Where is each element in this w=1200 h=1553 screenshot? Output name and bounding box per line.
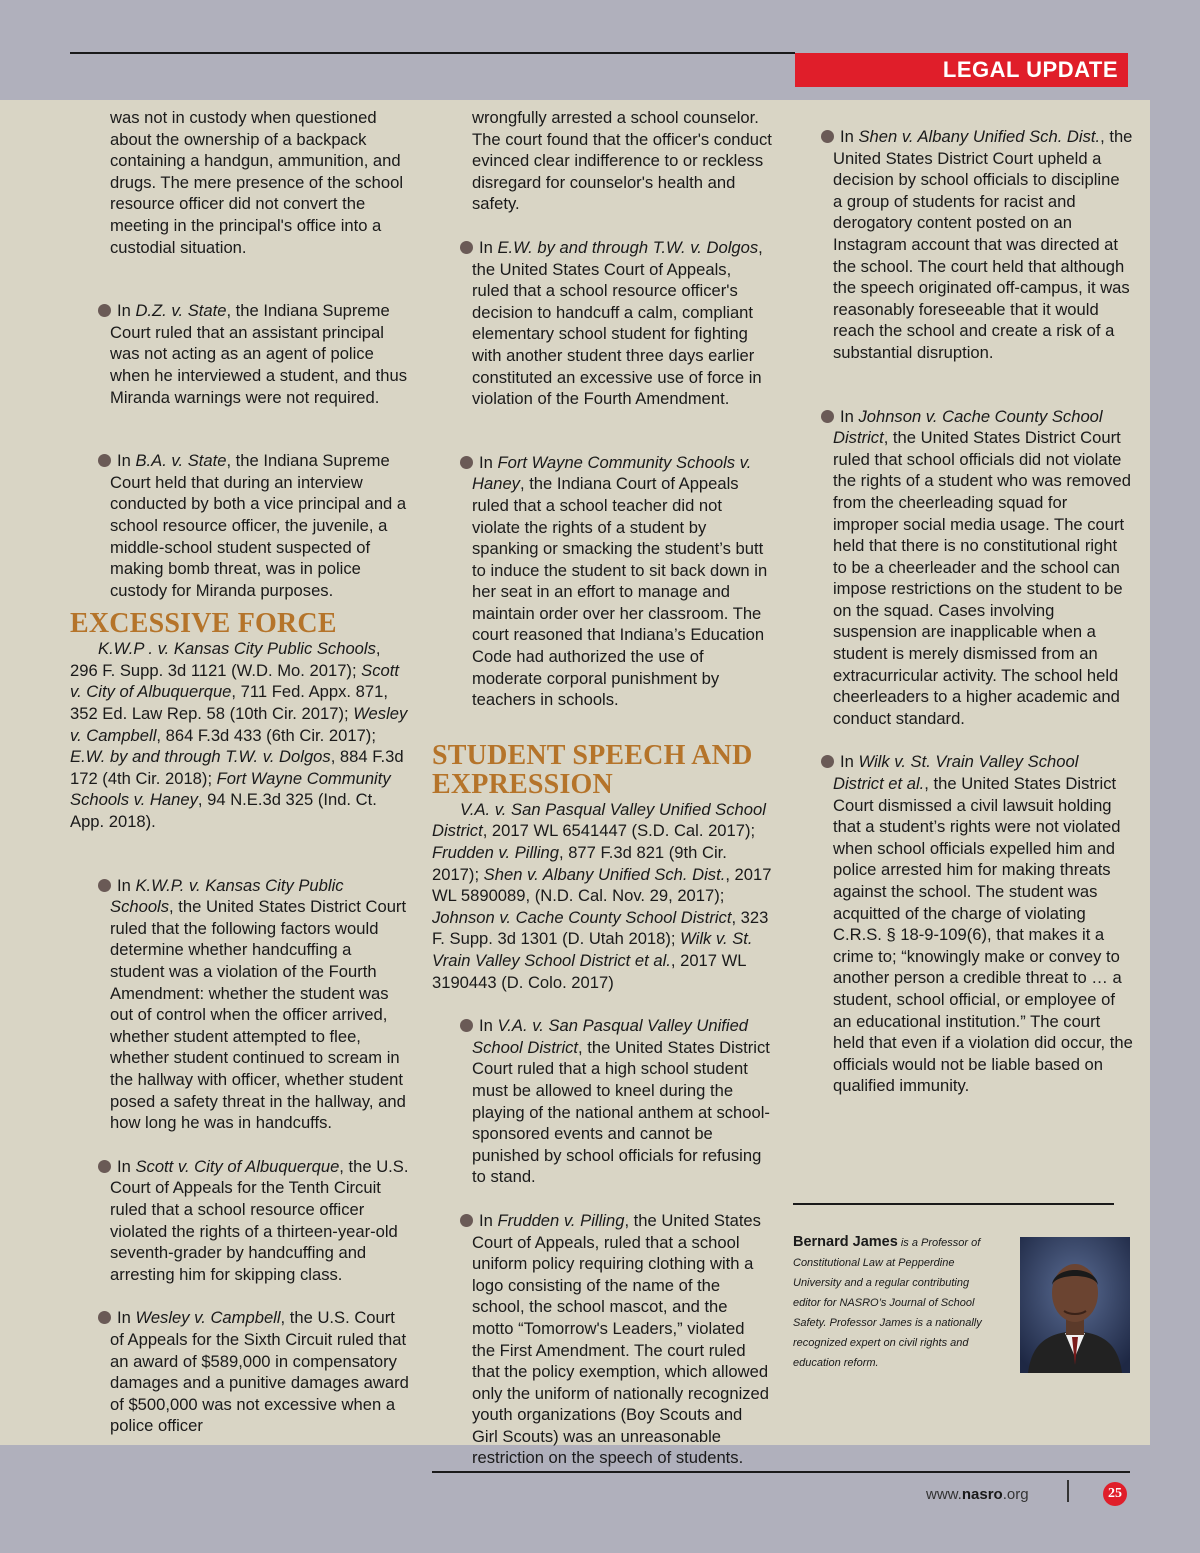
citations: K.W.P . v. Kansas City Public Schools, 296 F. Supp. 3d 1121 (W.D. Mo. 2017); Scott v. City of Albuquerque, 711 Fed. Appx. 871, 352 Ed. Law Rep. 58 (10th Cir. 2017); Wesley v. Campbell, 864 F.3d 433 (6th Cir. 2017); E.W. by and through T.W. v. Dolgos, 884 F.3d 172 (4th Cir. 2018); Fort Wayne Community Schools v. Haney, 94 N.E.3d 325 (Ind. Ct. App. 2018). bbox=[70, 639, 408, 832]
author-photo bbox=[1020, 1237, 1130, 1373]
list-item: In E.W. by and through T.W. v. Dolgos, the United States Court of Appeals, ruled that a school resource officer's decision to handcuff a calm, compliant elementary school student for fighting with another student three days earlier constituted an excessive use of force in violation of the Fourth Amendment. bbox=[432, 237, 772, 410]
section-heading: EXCESSIVE FORCE bbox=[70, 608, 337, 640]
bullet-icon bbox=[821, 410, 834, 423]
bullet-icon bbox=[460, 1019, 473, 1032]
column-1 bbox=[70, 107, 410, 1437]
author-name: Bernard James bbox=[793, 1234, 898, 1250]
column-3 bbox=[793, 126, 1133, 1097]
case-name: Scott v. City of Albuquerque bbox=[135, 1156, 340, 1176]
list-item: In Fort Wayne Community Schools v. Haney, the Indiana Court of Appeals ruled that a school teacher did not violate the rights of a student by spanking or smacking the student’s butt to induce the student to sit back down in her seat in an effort to manage and maintain order over her classroom. The court reasoned that Indiana’s Education Code had authorized the use of moderate corporal punishment by teachers in schools. bbox=[432, 452, 772, 711]
case-name: Wilk v. St. Vrain Valley School District et al. bbox=[833, 752, 1079, 794]
bullet-icon bbox=[98, 879, 111, 892]
case-name: Johnson v. Cache County School District bbox=[833, 406, 1103, 448]
top-rule bbox=[70, 52, 795, 54]
footer-url[interactable]: www.nasro.org bbox=[926, 1486, 1029, 1503]
bullet-icon bbox=[460, 1214, 473, 1227]
section-heading: STUDENT SPEECH AND EXPRESSION bbox=[432, 739, 753, 800]
bullet-icon bbox=[460, 241, 473, 254]
list-item: In Wesley v. Campbell, the U.S. Court of Appeals for the Sixth Circuit ruled that an award of $589,000 in compensatory damages and a punitive damages award of $500,000 was not excessive when a police officer bbox=[70, 1307, 410, 1437]
paragraph: was not in custody when questioned about the ownership of a backpack containing a handgun, ammunition, and drugs. The mere presence of the school resource officer did not convert the meeting in the principal's office into a custodial situation. bbox=[110, 108, 404, 257]
list-item: In Frudden v. Pilling, the United States Court of Appeals, ruled that a school uniform policy requiring clothing with a logo consisting of the name of the school, the school mascot, and the motto “Tomorrow's Leaders,” violated the First Amendment. The court ruled that the policy exemption, which allowed only the uniform of nationally recognized youth organizations (Boy Scouts and Girl Scouts) was an unreasonable restriction on the speech of students. bbox=[432, 1210, 772, 1469]
footer-rule bbox=[432, 1471, 1130, 1473]
author-bio: Bernard James is a Professor of Constitutional Law at Pepperdine University and a regular contributing editor for NASRO’s Journal of School Safety. Professor James is a nationally recognized expert on civil rights and education reform. bbox=[793, 1234, 982, 1369]
list-item: In B.A. v. State, the Indiana Supreme Court held that during an interview conducted by both a vice principal and a school resource officer, the juvenile, a middle-school student suspected of making bomb threat, was in police custody for Miranda purposes. bbox=[70, 450, 410, 601]
list-item: In V.A. v. San Pasqual Valley Unified School District, the United States District Court ruled that a high school student must be allowed to kneel during the playing of the national anthem at school-sponsored events and cannot be punished by school officials for refusing to stand. bbox=[432, 1015, 772, 1188]
portrait-image bbox=[1020, 1237, 1130, 1373]
list-item: In Wilk v. St. Vrain Valley School District et al., the United States District Court dismissed a civil lawsuit holding that a student’s rights were not violated when school officials expelled him and police arrested him for making threats against the school. The student was acquitted of the charge of violating C.R.S. § 18-9-109(6), that makes it a crime to; “knowingly make or convey to another person a credible threat to … a student, school official, or employee of an educational institution.” The court held that even if a violation did occur, the officials would not be liable based on qualified immunity. bbox=[793, 751, 1133, 1097]
column-2 bbox=[432, 107, 772, 1469]
bullet-icon bbox=[98, 1160, 111, 1173]
case-name: B.A. v. State bbox=[135, 451, 227, 471]
bullet-icon bbox=[98, 1311, 111, 1324]
list-item: In Scott v. City of Albuquerque, the U.S. Court of Appeals for the Tenth Circuit ruled that a school resource officer violated the rights of a thirteen-year-old seventh-grader by handcuffing and arresting him for skipping class. bbox=[70, 1156, 410, 1286]
list-item: In K.W.P. v. Kansas City Public Schools, the United States District Court ruled that the following factors would determine whether handcuffing a student was a violation of the Fourth Amendment: whether the student was out of control when the officer arrived, whether student attempted to flee, whether student continued to scream in the hallway with officer, whether student posed a safety threat in the hallway, and how long he was in handcuffs. bbox=[70, 875, 410, 1134]
case-name: Shen v. Albany Unified Sch. Dist. bbox=[858, 127, 1101, 146]
case-name: Frudden v. Pilling bbox=[497, 1210, 625, 1230]
case-name: V.A. v. San Pasqual Valley Unified School District bbox=[472, 1016, 749, 1057]
case-name: Fort Wayne Community Schools v. Haney bbox=[472, 452, 752, 494]
case-name: E.W. by and through T.W. v. Dolgos bbox=[497, 237, 759, 257]
case-name: D.Z. v. State bbox=[135, 301, 227, 321]
paragraph: wrongfully arrested a school counselor. The court found that the officer's conduct evinced clear indifference to or reckless disregard for counselor's health and safety. bbox=[472, 108, 772, 214]
citations: V.A. v. San Pasqual Valley Unified School District, 2017 WL 6541447 (S.D. Cal. 2017); Frudden v. Pilling, 877 F.3d 821 (9th Cir. 2017); Shen v. Albany Unified Sch. Dist., 2017 WL 5890089, (N.D. Cal. Nov. 29, 2017); Johnson v. Cache County School District, 323 F. Supp. 3d 1301 (D. Utah 2018); Wilk v. St. Vrain Valley School District et al., 2017 WL 3190443 (D. Colo. 2017) bbox=[432, 799, 772, 992]
case-name: Wesley v. Campbell bbox=[135, 1308, 281, 1328]
bullet-icon bbox=[98, 304, 111, 317]
bullet-icon bbox=[98, 454, 111, 467]
list-item: In D.Z. v. State, the Indiana Supreme Court ruled that an assistant principal was not acting as an agent of police when he interviewed a student, and thus Miranda warnings were not required. bbox=[70, 300, 410, 408]
list-item: In Johnson v. Cache County School District, the United States District Court ruled that school officials did not violate the rights of a student who was removed from the cheerleading squad for improper social media usage. The court held that there is no constitutional right to be a cheerleader and the school can impose restrictions on the student to be on the squad. Cases involving suspension are inapplicable when a student is merely dismissed from an extracurricular activity. The school held cheerleaders to a higher academic and conduct standard. bbox=[793, 406, 1133, 730]
bio-rule bbox=[793, 1203, 1114, 1205]
bullet-icon bbox=[821, 755, 834, 768]
footer-divider bbox=[1067, 1480, 1069, 1502]
bullet-icon bbox=[821, 130, 834, 143]
bullet-icon bbox=[460, 456, 473, 469]
page-number: 25 bbox=[1103, 1482, 1127, 1506]
section-banner: LEGAL UPDATE bbox=[795, 53, 1128, 87]
case-name: K.W.P. v. Kansas City Public Schools bbox=[110, 875, 344, 917]
list-item: In Shen v. Albany Unified Sch. Dist., the United States District Court upheld a decision by school officials to discipline a group of students for racist and derogatory content posted on an Instagram account that was directed at the school. The court held that although the speech originated off-campus, it was reasonably foreseeable that it would reach the school and create a risk of a substantial disruption. bbox=[793, 126, 1133, 364]
